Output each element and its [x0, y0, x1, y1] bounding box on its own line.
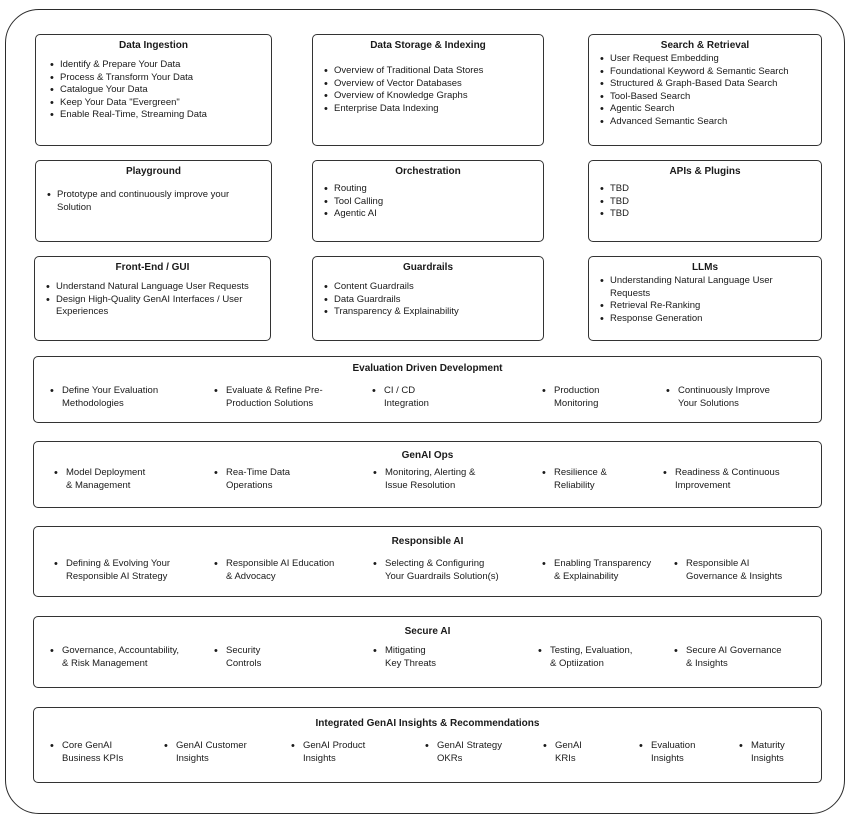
list-item: • Agentic AI [324, 208, 383, 221]
guardrails-box [312, 256, 544, 341]
list-item: • Routing [324, 183, 383, 196]
box-title: Orchestration [395, 166, 461, 177]
list-item: • Design High-Quality GenAI Interfaces / User Experiences [46, 294, 266, 319]
box-title: GenAI Ops [401, 450, 454, 461]
secure-ai-box [33, 616, 822, 688]
box-title: Front-End / GUI [115, 262, 190, 273]
column-item: • GenAI Strategy OKRs [425, 740, 502, 765]
list-item: • Understand Natural Language User Requests [46, 281, 266, 294]
data-ingestion-box [35, 34, 272, 146]
box-title: APIs & Plugins [669, 166, 741, 177]
list-item: • Overview of Traditional Data Stores [324, 65, 483, 78]
list-item: • TBD [600, 196, 629, 209]
list-item: • Overview of Knowledge Graphs [324, 90, 483, 103]
search-retrieval-box [588, 34, 822, 146]
list-item: • Advanced Semantic Search [600, 116, 789, 129]
column-item: • Defining & Evolving Your Responsible AI Strategy [54, 558, 170, 583]
box-title: Data Ingestion [119, 40, 188, 51]
list-item: • Overview of Vector Databases [324, 78, 483, 91]
list-item: • Tool-Based Search [600, 91, 789, 104]
column-item: • GenAI Product Insights [291, 740, 365, 765]
column-item: • Readiness & Continuous Improvement [663, 467, 780, 492]
data-storage-indexing-box [312, 34, 544, 146]
apis-plugins-box [588, 160, 822, 242]
column-item: • Secure AI Governance & Insights [674, 645, 782, 670]
list-item: • Prototype and continuously improve your Solution [47, 189, 247, 214]
orchestration-box [312, 160, 544, 242]
column-item: • Core GenAI Business KPIs [50, 740, 123, 765]
column-item: • Security Controls [214, 645, 261, 670]
list-item: • Foundational Keyword & Semantic Search [600, 66, 789, 79]
list-item: • Identify & Prepare Your Data [50, 59, 207, 72]
list-item: • Keep Your Data "Evergreen" [50, 97, 207, 110]
playground-box [35, 160, 272, 242]
list-item: • Transparency & Explainability [324, 306, 459, 319]
genai-ops-box [33, 441, 822, 508]
list-item: • Enterprise Data Indexing [324, 103, 483, 116]
llms-box [588, 256, 822, 341]
column-item: • Resilience & Reliability [542, 467, 607, 492]
box-title: Integrated GenAI Insights & Recommendations [315, 718, 540, 729]
column-item: • Rea-Time Data Operations [214, 467, 290, 492]
evaluation-driven-development-box [33, 356, 822, 423]
list-item: • Understanding Natural Language User Requests [600, 275, 800, 300]
box-title: Responsible AI [391, 536, 464, 547]
column-item: • CI / CD Integration [372, 385, 429, 410]
column-item: • Selecting & Configuring Your Guardrails Solution(s) [373, 558, 499, 583]
box-title: LLMs [691, 262, 719, 273]
list-item: • Agentic Search [600, 103, 789, 116]
column-item: • Evaluate & Refine Pre- Production Solutions [214, 385, 323, 410]
box-title: Guardrails [402, 262, 454, 273]
column-item: • Maturity Insights [739, 740, 785, 765]
column-item: • GenAI Customer Insights [164, 740, 247, 765]
column-item: • Evaluation Insights [639, 740, 695, 765]
column-item: • Define Your Evaluation Methodologies [50, 385, 158, 410]
column-item: • Continuously Improve Your Solutions [666, 385, 770, 410]
box-title: Secure AI [404, 626, 451, 637]
responsible-ai-box [33, 526, 822, 597]
column-item: • Governance, Accountability, & Risk Management [50, 645, 179, 670]
list-item: • User Request Embedding [600, 53, 789, 66]
front-end-gui-box [34, 256, 271, 341]
column-item: • Monitoring, Alerting & Issue Resolution [373, 467, 475, 492]
column-item: • Testing, Evaluation, & Optiization [538, 645, 632, 670]
column-item: • Production Monitoring [542, 385, 599, 410]
column-item: • Responsible AI Governance & Insights [674, 558, 782, 583]
list-item: • Data Guardrails [324, 294, 459, 307]
list-item: • Process & Transform Your Data [50, 72, 207, 85]
box-title: Search & Retrieval [660, 40, 750, 51]
list-item: • Content Guardrails [324, 281, 459, 294]
box-title: Data Storage & Indexing [370, 40, 486, 51]
column-item: • Model Deployment & Management [54, 467, 145, 492]
box-title: Evaluation Driven Development [352, 363, 503, 374]
column-item: • Responsible AI Education & Advocacy [214, 558, 334, 583]
list-item: • Catalogue Your Data [50, 84, 207, 97]
list-item: • Enable Real-Time, Streaming Data [50, 109, 207, 122]
column-item: • Mitigating Key Threats [373, 645, 436, 670]
list-item: • Response Generation [600, 313, 800, 326]
column-item: • Enabling Transparency & Explainability [542, 558, 651, 583]
list-item: • TBD [600, 183, 629, 196]
box-title: Playground [125, 166, 181, 177]
list-item: • TBD [600, 208, 629, 221]
list-item: • Tool Calling [324, 196, 383, 209]
list-item: • Structured & Graph-Based Data Search [600, 78, 789, 91]
column-item: • GenAI KRIs [543, 740, 582, 765]
list-item: • Retrieval Re-Ranking [600, 300, 800, 313]
integrated-genai-insights-box [33, 707, 822, 783]
